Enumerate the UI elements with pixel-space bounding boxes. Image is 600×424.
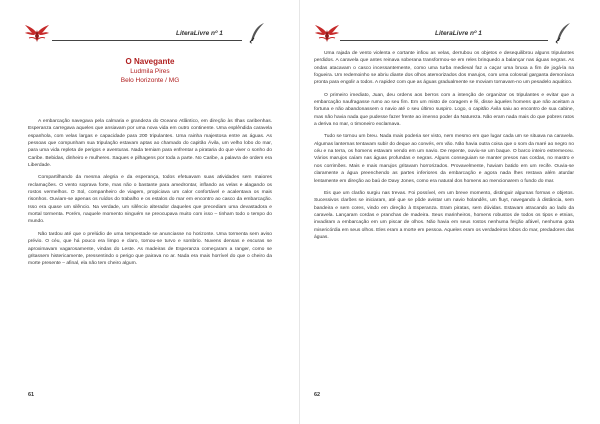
left-header (26, 22, 276, 48)
paragraph: A embarcação navegava pela calmaria e grandeza do Oceano Atlântico, em direção às Ilhas caribenhas. Esperanza carregava aqueles que ansiavam por uma nova vida em outro continente. Uma esplêndida caravela espanhola, com velas largas e capacidade para 200 tripulantes. Uma rainha majestosa entre as águas. As pessoas que compunham sua tripulação estavam aptas ao chamado do capitão Ávila, um velho lobo do mar, para uma vida repleta de perigos e aventuras. Nada temiam para enfrentar a pirataria do que viver o sonho do Caribe. Bebidas, dinheiro e mulheres. Saques e pilhagens por toda a parte. No Caribe, a palavra de ordem era Liberdade. (28, 119, 272, 169)
right-page (300, 0, 600, 424)
paragraph: Uma rajada de vento violenta e cortante infiou as velas, derrubou os objetos e desequilibrou alguns tripulantes perdidos. A caravela que antes reinava soberana transformou-se em reles brinquedo a balançar nas águas negras. As ondas atacavam o casco incessantemente, como uma turba medieval faz a caçar uma bruxa a fim de jogá-la na fogueira. Um redemoinho se abriu diante dos olhos atemorizados dos marujos, com uma colossal garganta demoníaca pronta para engolir a todos. A rapidez com que as águas gradualmente se moviam tornavam-no um pesadelo aquático. (314, 51, 574, 86)
left-body-text (28, 118, 272, 268)
story-location: Belo Horizonte / MG (120, 77, 180, 84)
paragraph: Eis que um clarão surgiu nas trevas. Foi possível, em um breve momento, distinguir algumas formas e objetos. Sucessivos clarões se iniciaram, até que se pôde avistar um navio holandês, um fluyt, navegando à distância, sem bandeira e sem cores, vindo em direção à Esperanza. Eram piratas, sem dúvidas. Estavam atracando ao lado da caravela. Lançaram cordas e pranchas de madeira. Seus marinheiros, homens robustos de todos os tipos e etnias, invadiram a embarcação em um piscar de olhos. Não havia em seus rostos nenhuma feição afável, nenhuma gota misericórdia em seus olhos. Eles eram a morte em pessoa. Aqueles eram os verdadeiros lobos do mar, predadores das águas. (314, 190, 574, 240)
quill-icon (554, 22, 572, 44)
logo-emblem-icon (24, 22, 50, 44)
page-number: 62 (314, 392, 321, 398)
right-body-text (314, 50, 574, 241)
paragraph: Compartilhando da mesma alegria e da esperança, todos efetuavam suas atividades sem maiores reclamações. O vento soprava forte, mas não o bastante para amedrontar, inflando as velas e alagando os rostos vermelhos. O Sol, companheiro de viagem, propiciava um calor confortável e acalentava os mais risonhos. Ouviam-se apenas os ruídos do trabalho e os estalos do mar em encontro ao casco da embarcação. Isso era quase um silêncio. Na verdade, um silêncio alterador daqueles que precediam uma devastadora e mortal tormenta. Porém, naquele momento ninguém se preocupava muito com isso – tinham todo o tempo do mundo. (28, 175, 272, 225)
story-title: O Navegante (125, 57, 175, 66)
magazine-title: LiteraLivre nº 1 (176, 30, 223, 37)
header-rule (52, 40, 242, 41)
paragraph: Não tardou até que o prelúdio de uma tempestade se anunciasse no horizonte. Uma tormenta sem aviso prévio. O céu, que há pouco era limpo e claro, tornou-se turvo e sombrio. Nuvens densas e escuras se aproximavam vagarosamente, vindas do Leste. As madeiras de Esperanza começaram a ranger, como se gritassem histericamente, pressentindo o perigo que pairava no ar. Nada era mais horrível do que o cheiro da morte presente – afinal, ela não tem cheiro algum. (28, 231, 272, 267)
logo-emblem-icon (314, 22, 340, 44)
quill-icon (248, 22, 266, 44)
page-number: 61 (28, 392, 35, 398)
paragraph: Tudo se tornou um breu. Nada mais poderia ser visto, nem mesmo em que lugar cada um se situava na caravela. Algumas lanternas tentavam subir do deque ao convés, em vão. Não havia outra coisa que o som da maré ao negro no céu e na terra, os homens estavam vendo em um navio. De repente, ouviu-se um baque. O barco inteiro estremeceu. Vários marujos caíam nas águas profundas e negras. Alguns conseguiam se manter presos nas cordas, no mastro e nos corrimões. Mais e mais marujos gritavam horrorizados. Provavelmente, haviam batido em um recife. Ouvia-se claramente a água preenchendo as partes inferiores da embarcação e agora nada lhes restava além aturdar lentamente em direção ao baú de Davy Jones, como era natural dos homens ao mencionarem o fundo do mar. (314, 134, 574, 184)
story-heading (0, 56, 300, 85)
story-author: Ludmila Pires (130, 68, 170, 75)
header-rule (340, 40, 548, 41)
paragraph: O primeiro imediato, Juan, deu ordens aos berros com a intenção de organizar os tripulantes e evitar que a embarcação naufragasse rumo ao seu fim. Em um misto de coragem e fé, disse àqueles homens que não aceitam a fortuna e não abandonassem o navio até o seu último suspiro. Logo, o capitão Ávila saiu ao encontro de sua cabine, mas não havia nada que pudesse fazer frente ao imenso poder da Natureza. Não eram nada mais do que pobres ratos a deriva no mar, o timoneiro exclamava. (314, 92, 574, 128)
magazine-title: LiteraLivre nº 1 (435, 30, 482, 37)
